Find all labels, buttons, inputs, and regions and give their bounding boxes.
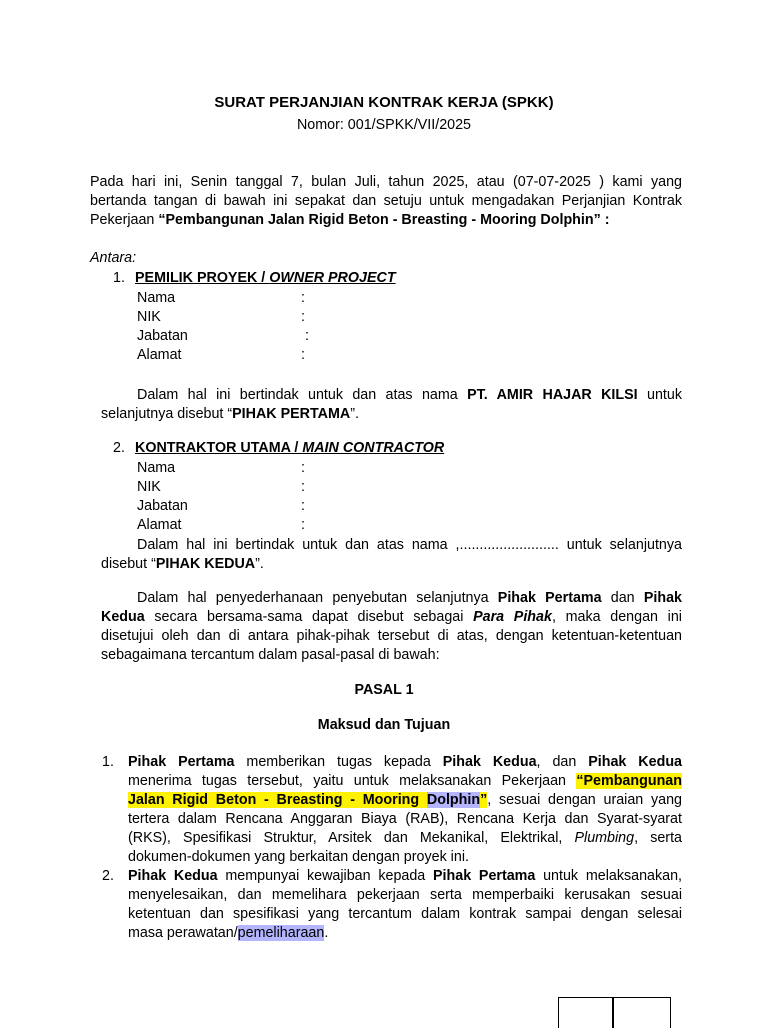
party1-number: 1.	[113, 270, 125, 286]
party1-acting-line-1: Dalam hal ini bertindak untuk dan atas nama PT. AMIR HAJAR KILSI untuk	[137, 387, 682, 403]
party2-heading: KONTRAKTOR UTAMA / MAIN CONTRACTOR	[135, 440, 445, 456]
document-title: SURAT PERJANJIAN KONTRAK KERJA (SPKK)	[214, 94, 554, 111]
party1-colon-nama: :	[301, 290, 305, 306]
party1-colon-alamat: :	[301, 347, 305, 363]
pasal1-item1-line-6: dokumen-dokumen yang berkaitan dengan proyek ini.	[128, 849, 469, 865]
party2-field-nama: Nama	[137, 460, 176, 476]
antara-label: Antara:	[90, 250, 137, 266]
initial-box-left	[558, 997, 614, 1028]
simplify-line-2: Kedua secara bersama-sama dapat disebut sebagai Para Pihak, maka dengan ini	[101, 609, 682, 625]
party2-colon-alamat: :	[301, 517, 305, 533]
initial-box-right	[612, 997, 671, 1028]
party2-field-nik: NIK	[137, 479, 161, 495]
pasal1-subtitle: Maksud dan Tujuan	[317, 717, 451, 733]
opening-line-3: Pekerjaan “Pembangunan Jalan Rigid Beton - Breasting - Mooring Dolphin” :	[90, 212, 610, 228]
party2-number: 2.	[113, 440, 125, 456]
pasal1-item1-line-2: menerima tugas tersebut, yaitu untuk melaksanakan Pekerjaan “Pembangunan	[128, 773, 682, 789]
pasal1-item1-line-5: (RKS), Spesifikasi Struktur, Arsitek dan Mekanikal, Elektrikal, Plumbing, serta	[128, 830, 682, 846]
party1-field-nama: Nama	[137, 290, 176, 306]
party1-colon-jabatan: :	[305, 328, 309, 344]
pasal1-item1-line-1: Pihak Pertama memberikan tugas kepada Pihak Kedua, dan Pihak Kedua	[128, 754, 683, 770]
document-number: Nomor: 001/SPKK/VII/2025	[296, 117, 472, 133]
pasal1-item1-line-4: tertera dalam Rencana Anggaran Biaya (RAB), Rencana Kerja dan Syarat-syarat	[128, 811, 682, 827]
party1-field-alamat: Alamat	[137, 347, 182, 363]
pasal1-item2-line-1: Pihak Kedua mempunyai kewajiban kepada Pihak Pertama untuk melaksanakan,	[128, 868, 682, 884]
opening-line-2: bertanda tangan di bawah ini sepakat dan setuju untuk mengadakan Perjanjian Kontrak	[90, 193, 682, 209]
pasal1-title: PASAL 1	[354, 682, 414, 698]
pasal1-item1-line-3: Jalan Rigid Beton - Breasting - Mooring Dolphin”, sesuai dengan uraian yang	[128, 792, 682, 808]
simplify-line-4: sebagaimana tercantum dalam pasal-pasal di bawah:	[101, 647, 440, 663]
pasal1-item2-line-3: ketentuan dan spesifikasi yang tercantum dalam kontrak sampai dengan selesai	[128, 906, 682, 922]
party2-field-alamat: Alamat	[137, 517, 182, 533]
party2-acting-line-1: Dalam hal ini bertindak untuk dan atas nama ,......................... untuk selanjutnya	[137, 537, 682, 553]
party2-colon-nama: :	[301, 460, 305, 476]
party1-heading: PEMILIK PROYEK / OWNER PROJECT	[135, 270, 396, 286]
pasal1-item2-line-2: menyelesaikan, dan memelihara pekerjaan serta memperbaiki kerusakan sesuai	[128, 887, 682, 903]
party2-colon-nik: :	[301, 479, 305, 495]
pasal1-item2-line-4: masa perawatan/pemeliharaan.	[128, 925, 329, 941]
pasal1-item2-number: 2.	[102, 868, 114, 884]
pasal1-item1-number: 1.	[102, 754, 114, 770]
party2-acting-line-2: disebut “PIHAK KEDUA”.	[101, 556, 264, 572]
party1-colon-nik: :	[301, 309, 305, 325]
opening-line-1: Pada hari ini, Senin tanggal 7, bulan Juli, tahun 2025, atau (07-07-2025 ) kami yang	[90, 174, 682, 190]
party1-field-nik: NIK	[137, 309, 161, 325]
simplify-line-3: disetujui oleh dan di antara pihak-pihak tersebut di atas, dengan ketentuan-ketentuan	[101, 628, 682, 644]
party1-acting-line-2: selanjutnya disebut “PIHAK PERTAMA”.	[101, 406, 359, 422]
simplify-line-1: Dalam hal penyederhanaan penyebutan selanjutnya Pihak Pertama dan Pihak	[137, 590, 682, 606]
party1-field-jabatan: Jabatan	[137, 328, 188, 344]
party2-colon-jabatan: :	[301, 498, 305, 514]
party2-field-jabatan: Jabatan	[137, 498, 188, 514]
